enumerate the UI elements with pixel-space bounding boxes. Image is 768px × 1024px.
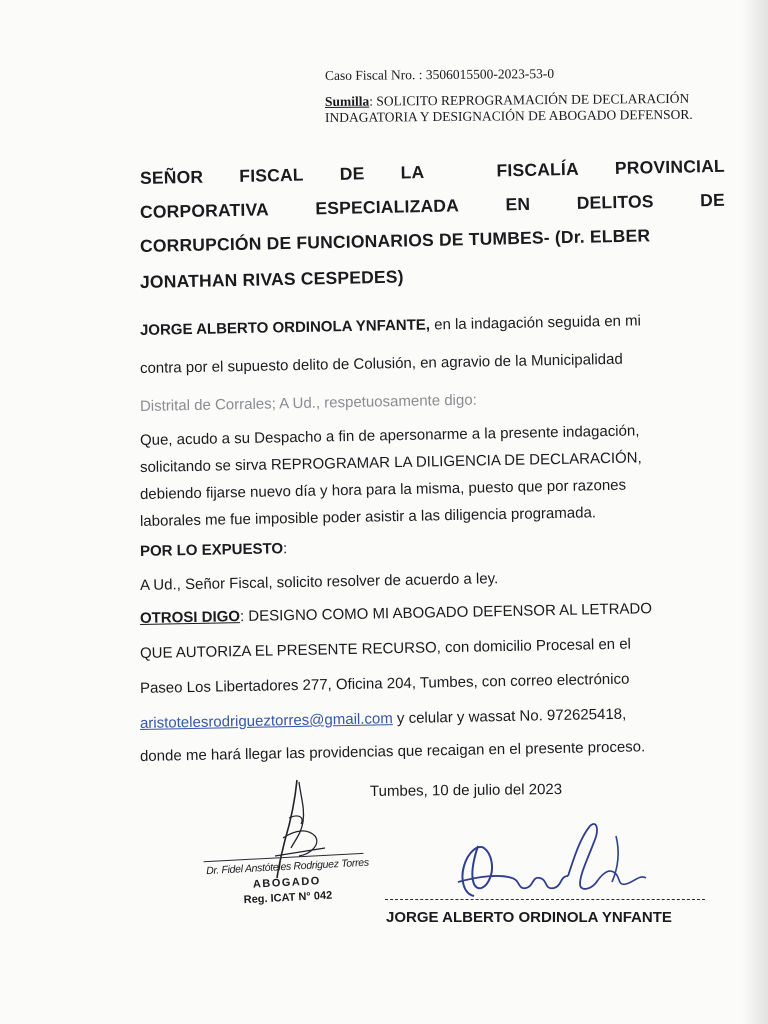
lawyer-name: Dr. Fidel Anstóteles Rodriguez Torres [205, 856, 370, 878]
addressee-word: FISCAL [239, 164, 304, 186]
que-line-1 [140, 421, 725, 449]
addressee-line-1 [140, 156, 725, 189]
addressee-line-3: CORRUPCIÓN DE FUNCIONARIOS DE TUMBES- (Dr. ELBER [139, 225, 651, 256]
paseo-line: Paseo Los Libertadores 277, Oficina 204, Tumbes, con correo electrónico [139, 670, 630, 697]
scan-shadow-edge [742, 0, 768, 1024]
addressee-line-4: JONATHAN RIVAS CESPEDES) [139, 266, 404, 292]
email-line [140, 704, 725, 732]
caso-fiscal: Caso Fiscal Nro. : 3506015500-2023-53-0 [324, 66, 555, 83]
sumilla-line-2: INDAGATORIA Y DESIGNACIÓN DE ABOGADO DEFENSOR. [324, 106, 693, 125]
body-line-2: contra por el supuesto delito de Colusión, en agravio de la Municipalidad [139, 350, 623, 377]
addressee-word: DE [339, 163, 365, 184]
addressee-word: DE [699, 189, 726, 211]
client-signature [440, 818, 650, 908]
place-date: Tumbes, 10 de julio del 2023 [369, 780, 563, 800]
addressee-word: CORPORATIVA [139, 199, 270, 222]
addressee-word: ESPECIALIZADA [315, 195, 460, 219]
addressee-word: PROVINCIAL [614, 155, 726, 179]
que-line-4: laborales me fue imposible poder asistir a las diligencia programada. [139, 504, 597, 530]
signature-line [385, 899, 705, 900]
email-link[interactable]: aristotelesrodrigueztorres@gmail.com [139, 710, 393, 732]
otrosi-text: : DESIGNO COMO MI ABOGADO DEFENSOR AL LETRADO [239, 600, 653, 626]
por-lo-expuesto [140, 532, 725, 560]
addressee-line-2 [140, 190, 725, 223]
addressee-word: EN [505, 193, 531, 215]
que-line-2: solicitando se sirva REPROGRAMAR LA DILIGENCIA DE DECLARACIÓN, [139, 449, 642, 476]
que-line-3: debiendo fijarse nuevo día y hora para la misma, puesto que por razones [139, 476, 627, 503]
lawyer-registration: Reg. ICAT N° 042 [243, 889, 333, 907]
intro-line [140, 311, 725, 339]
sumilla-label: Sumilla [324, 93, 370, 109]
body-line-3-text: Distrital de Corrales; A Ud., respetuosamente digo: [139, 391, 477, 415]
body-line-3 [140, 387, 725, 415]
intro-text: en la indagación seguida en mi [429, 312, 642, 334]
solicito-line: A Ud., Señor Fiscal, solicito resolver de acuerdo a ley. [139, 570, 499, 594]
petitioner-name: JORGE ALBERTO ORDINOLA YNFANTE, [139, 316, 431, 339]
client-name: JORGE ALBERTO ORDINOLA YNFANTE [386, 909, 672, 926]
addressee-word: LA [400, 162, 425, 183]
lawyer-title: ABOGADO [252, 875, 322, 891]
donde-line: donde me hará llegar las providencias que recaigan en el presente proceso. [139, 738, 646, 765]
addressee-word: DELITOS [576, 191, 654, 213]
addressee-word: SEÑOR [139, 166, 204, 188]
sumilla-text-1: : SOLICITO REPROGRAMACIÓN DE DECLARACIÓN [369, 90, 690, 109]
que-line-1-text: Que, acudo a su Despacho a fin de apersonarme a la presente indagación, [139, 422, 640, 449]
lawyer-stamp [204, 851, 370, 919]
por-lo-expuesto-colon: : [282, 540, 288, 558]
otrosi-line [140, 599, 725, 627]
por-lo-expuesto-label: POR LO EXPUESTO [139, 540, 284, 560]
addressee-word: FISCALÍA [496, 158, 580, 181]
otrosi-label: OTROSI DIGO [139, 608, 241, 627]
autoriza-line: QUE AUTORIZA EL PRESENTE RECURSO, con domicilio Procesal en el [139, 635, 632, 662]
celular-text: y celular y wassat No. 972625418, [392, 705, 627, 728]
